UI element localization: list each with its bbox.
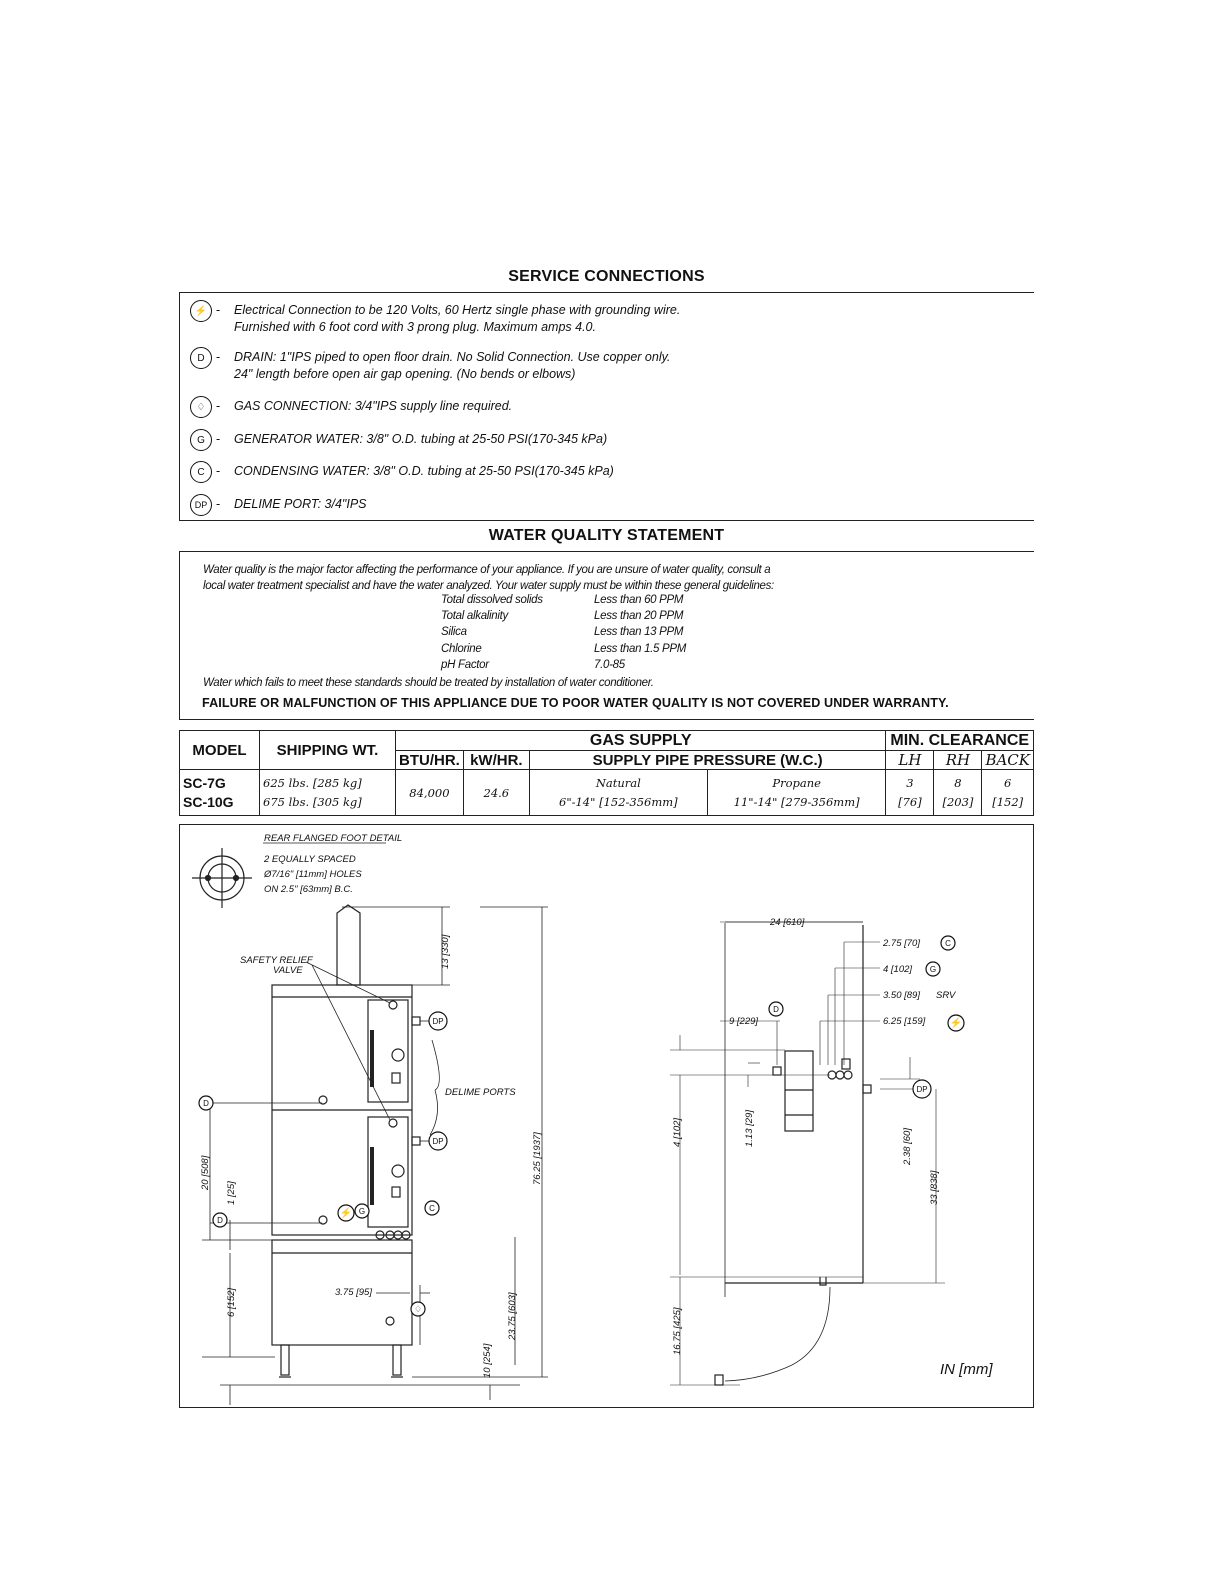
back-value: 6 [1004, 775, 1012, 790]
foot-detail-line: ON 2.5" [63mm] B.C. [264, 884, 353, 895]
model-cell [180, 770, 260, 816]
rh-value: 8 [954, 775, 962, 790]
safety-relief-label: SAFETY RELIEF [240, 955, 313, 966]
dim-label: 20 [508] [200, 1155, 211, 1190]
svc-line: DELIME PORT: 3/4"IPS [234, 497, 367, 511]
dim-label: 3.50 [89] [883, 990, 920, 1001]
svc-line: DRAIN: 1"IPS piped to open floor drain. No Solid Connection. Use copper only. [234, 350, 671, 364]
col-gas-supply: GAS SUPPLY [396, 731, 886, 751]
dp-icon: DP [432, 1017, 444, 1026]
col-lh: LH [886, 751, 934, 770]
propane-cell [707, 770, 886, 816]
lh-mm: [76] [898, 794, 922, 809]
dp-icon: DP [916, 1085, 928, 1094]
front-view [202, 905, 548, 1405]
lh-cell [886, 770, 934, 816]
back-mm: [152] [992, 794, 1024, 809]
dim-label: 9 [229] [729, 1016, 759, 1027]
svc-gas: ♢ - GAS CONNECTION: 3/4"IPS supply line required. [190, 398, 794, 418]
condensing-water-icon: C [429, 1204, 435, 1213]
wq-guideline-name: Total dissolved solids [441, 594, 543, 606]
natural-label: Natural [595, 775, 641, 790]
water-quality-box [179, 551, 1034, 720]
dim-label: 6 [152] [226, 1287, 237, 1317]
btu-value: 84,000 [396, 770, 464, 816]
col-pressure: SUPPLY PIPE PRESSURE (W.C.) [529, 751, 886, 770]
dim-label: 6.25 [159] [883, 1016, 926, 1027]
kw-value: 24.6 [463, 770, 529, 816]
svc-line: Electrical Connection to be 120 Volts, 60 Hertz single phase with grounding wire. [234, 303, 681, 317]
service-connections-box [179, 292, 1034, 521]
dim-label: 1 [25] [226, 1181, 237, 1205]
dim-label: 24 [610] [770, 917, 805, 928]
delime-port-icon: DP [190, 494, 212, 516]
dim-label: 4 [102] [883, 964, 913, 975]
wq-guideline-limit: Less than 13 PPM [594, 626, 684, 638]
svc-line: CONDENSING WATER: 3/8" O.D. tubing at 25-50 PSI(170-345 kPa) [234, 464, 614, 478]
svc-generator: G - GENERATOR WATER: 3/8" O.D. tubing at 25-50 PSI(170-345 kPa) [190, 431, 794, 451]
wq-warning: FAILURE OR MALFUNCTION OF THIS APPLIANCE DUE TO POOR WATER QUALITY IS NOT COVERED UNDER WARRANTY. [202, 696, 949, 710]
dim-label: 3.75 [95] [335, 1287, 372, 1298]
wq-guideline-name: pH Factor [441, 659, 489, 671]
generator-water-icon: G [358, 1207, 366, 1216]
dim-label: 2.38 [60] [902, 1128, 913, 1165]
generator-water-icon: G [190, 429, 212, 451]
wq-closing: Water which fails to meet these standards should be treated by installation of water conditioner. [203, 677, 654, 689]
wq-guideline-name: Total alkalinity [441, 610, 509, 622]
svc-line: GAS CONNECTION: 3/4"IPS supply line required. [234, 399, 513, 413]
col-shipping: SHIPPING WT. [260, 731, 396, 770]
delime-ports-label: DELIME PORTS [445, 1087, 516, 1098]
gas-icon: ♢ [413, 1304, 423, 1314]
col-kw: kW/HR. [463, 751, 529, 770]
units-label: IN [mm] [940, 1361, 993, 1378]
svc-drain: D - DRAIN: 1"IPS piped to open floor drain. No Solid Connection. Use copper only. 24" length before open air gap opening. (No bends or elbows) [190, 349, 794, 383]
water-quality-title: WATER QUALITY STATEMENT [488, 527, 725, 544]
lightning-icon: ⚡ [339, 1208, 353, 1219]
wq-guideline-limit: 7.0-85 [594, 659, 625, 671]
svc-line: Furnished with 6 foot cord with 3 prong plug. Maximum amps 4.0. [234, 320, 596, 334]
svc-condensing: C - CONDENSING WATER: 3/8" O.D. tubing at 25-50 PSI(170-345 kPa) [190, 463, 794, 483]
dim-label: 4 [102] [672, 1117, 683, 1147]
foot-detail-symbol [192, 848, 252, 908]
natural-value: 6"-14" [152-356mm] [559, 794, 678, 809]
drain-icon: D [203, 1099, 209, 1108]
col-clearance: MIN. CLEARANCE [886, 731, 1034, 751]
dim-label: 1.13 [29] [744, 1110, 755, 1147]
drain-icon: D [190, 347, 212, 369]
col-btu: BTU/HR. [396, 751, 464, 770]
wq-guideline-limit: Less than 60 PPM [594, 594, 684, 606]
model-sc10g: SC-10G [183, 793, 234, 810]
safety-relief-label: VALVE [273, 965, 303, 976]
service-connections-title: SERVICE CONNECTIONS [508, 268, 705, 285]
condensing-water-icon: C [945, 939, 951, 948]
wq-guideline-name: Silica [441, 626, 467, 638]
drain-icon: D [773, 1005, 779, 1014]
svc-electrical: ⚡ - Electrical Connection to be 120 Volts, 60 Hertz single phase with grounding wire. Furnished with 6 foot cord with 3 prong plug. Maximum amps 4.0. [190, 302, 794, 336]
spec-table [179, 730, 1034, 816]
propane-value: 11"-14" [279-356mm] [733, 794, 860, 809]
dim-label: 33 [838] [929, 1170, 940, 1205]
col-model: MODEL [180, 731, 260, 770]
rh-mm: [203] [942, 794, 974, 809]
dim-label: 2.75 [70] [883, 938, 920, 949]
svc-line: 24" length before open air gap opening. (No bends or elbows) [234, 367, 576, 381]
foot-detail-line: Ø7/16" [11mm] HOLES [264, 869, 362, 880]
lightning-icon: ⚡ [190, 300, 212, 322]
wq-guideline-limit: Less than 1.5 PPM [594, 643, 687, 655]
wq-intro-2: local water treatment specialist and have the water analyzed. Your water supply must be within these general guidelines: [203, 580, 774, 592]
svc-delime: DP - DELIME PORT: 3/4"IPS [190, 496, 794, 516]
technical-drawing [180, 825, 1033, 1407]
col-rh: RH [934, 751, 982, 770]
foot-detail-title: REAR FLANGED FOOT DETAIL [264, 833, 403, 844]
lightning-icon: ⚡ [949, 1018, 963, 1029]
dim-label: 13 [330] [440, 934, 451, 969]
dim-label: 16.75 [425] [672, 1307, 683, 1355]
lh-value: 3 [906, 775, 914, 790]
gas-icon: ♢ [190, 396, 212, 418]
weight-sc10g: 675 lbs. [305 kg] [263, 794, 362, 809]
srv-label: SRV [936, 990, 956, 1001]
dim-label: 76.25 [1937] [532, 1132, 543, 1185]
dim-label: 10 [254] [482, 1343, 493, 1378]
wq-guideline-name: Chlorine [441, 643, 482, 655]
propane-label: Propane [772, 775, 821, 790]
col-back: BACK [982, 751, 1034, 770]
foot-detail-line: 2 EQUALLY SPACED [264, 854, 356, 865]
weight-sc7g: 625 lbs. [285 kg] [263, 775, 362, 790]
model-sc7g: SC-7G [183, 774, 226, 791]
wq-intro-1: Water quality is the major factor affecting the performance of your appliance. If you are unsure of water quality, consult a [203, 564, 771, 576]
wq-guideline-limit: Less than 20 PPM [594, 610, 684, 622]
rh-cell [934, 770, 982, 816]
generator-water-icon: G [929, 965, 937, 974]
weight-cell [260, 770, 396, 816]
drawing-box [179, 824, 1034, 1408]
dim-label: 23.75 [603] [507, 1292, 518, 1340]
dp-icon: DP [432, 1137, 444, 1146]
drain-icon: D [217, 1216, 223, 1225]
back-cell [982, 770, 1034, 816]
natural-cell [529, 770, 707, 816]
condensing-water-icon: C [190, 461, 212, 483]
svc-line: GENERATOR WATER: 3/8" O.D. tubing at 25-50 PSI(170-345 kPa) [234, 432, 608, 446]
